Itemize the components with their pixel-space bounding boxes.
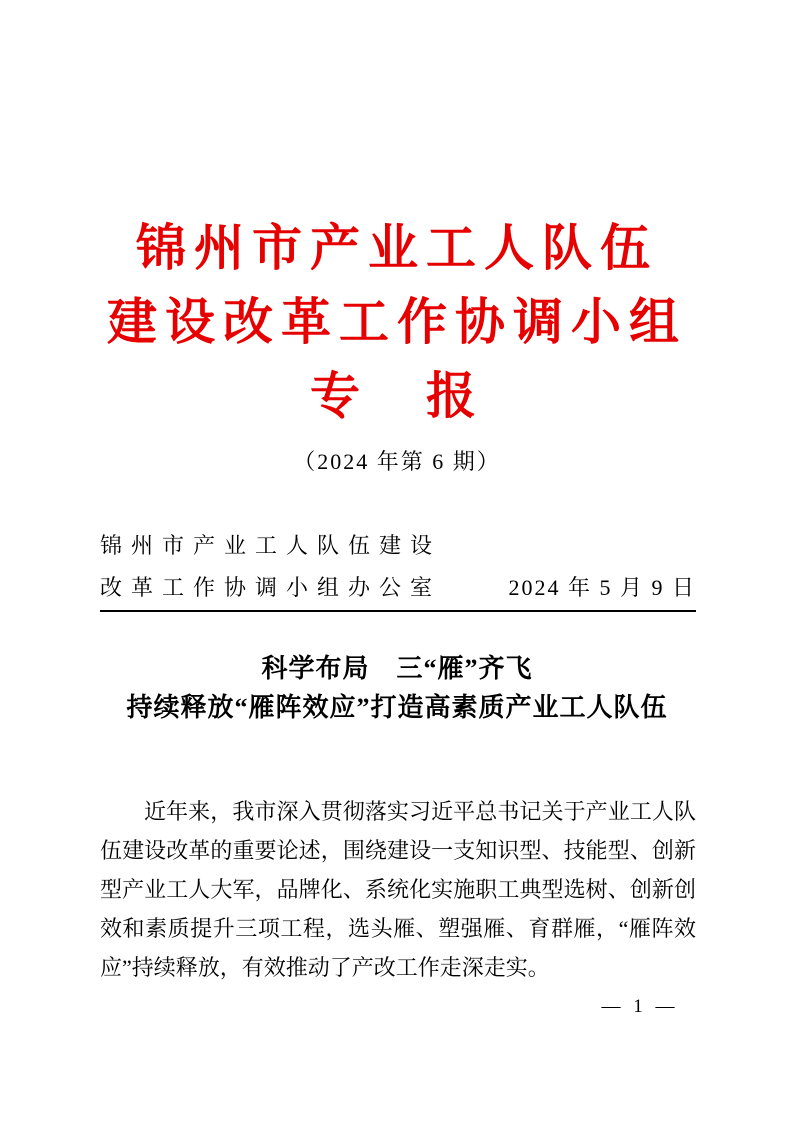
body-paragraph: 近年来，我市深入贯彻落实习近平总书记关于产业工人队伍建设改革的重要论述，围绕建设一支知识型、技能型、创新型产业工人大军，品牌化、系统化实施职工典型选树、创新创效和素质提升三项工程，选头雁、塑强雁、育群雁，“雁阵效应”持续释放，有效推动了产改工作走深走实。 — [100, 799, 696, 980]
issuer-row — [100, 574, 696, 612]
issue-date: 2024 年 5 月 9 日 — [508, 575, 696, 600]
issuer-name-line2: 改革工作协调小组办公室 — [100, 575, 442, 600]
article-title-line2: 持续释放“雁阵效应”打造高素质产业工人队伍 — [126, 693, 668, 722]
masthead-title-line2: 建设改革工作协调小组 — [107, 294, 687, 350]
article-title-line1: 科学布局 三“雁”齐飞 — [261, 654, 533, 683]
issuer-block — [100, 532, 696, 612]
masthead-title-line3: 专 报 — [310, 368, 484, 424]
page-number: — 1 — — [601, 996, 679, 1017]
masthead-title — [0, 211, 794, 433]
masthead-title-line1: 锦州市产业工人队伍 — [136, 220, 658, 276]
issue-number: （2024 年第 6 期） — [293, 449, 501, 474]
issuer-name-line1: 锦州市产业工人队伍建设 — [100, 533, 442, 558]
article-title — [60, 649, 734, 727]
